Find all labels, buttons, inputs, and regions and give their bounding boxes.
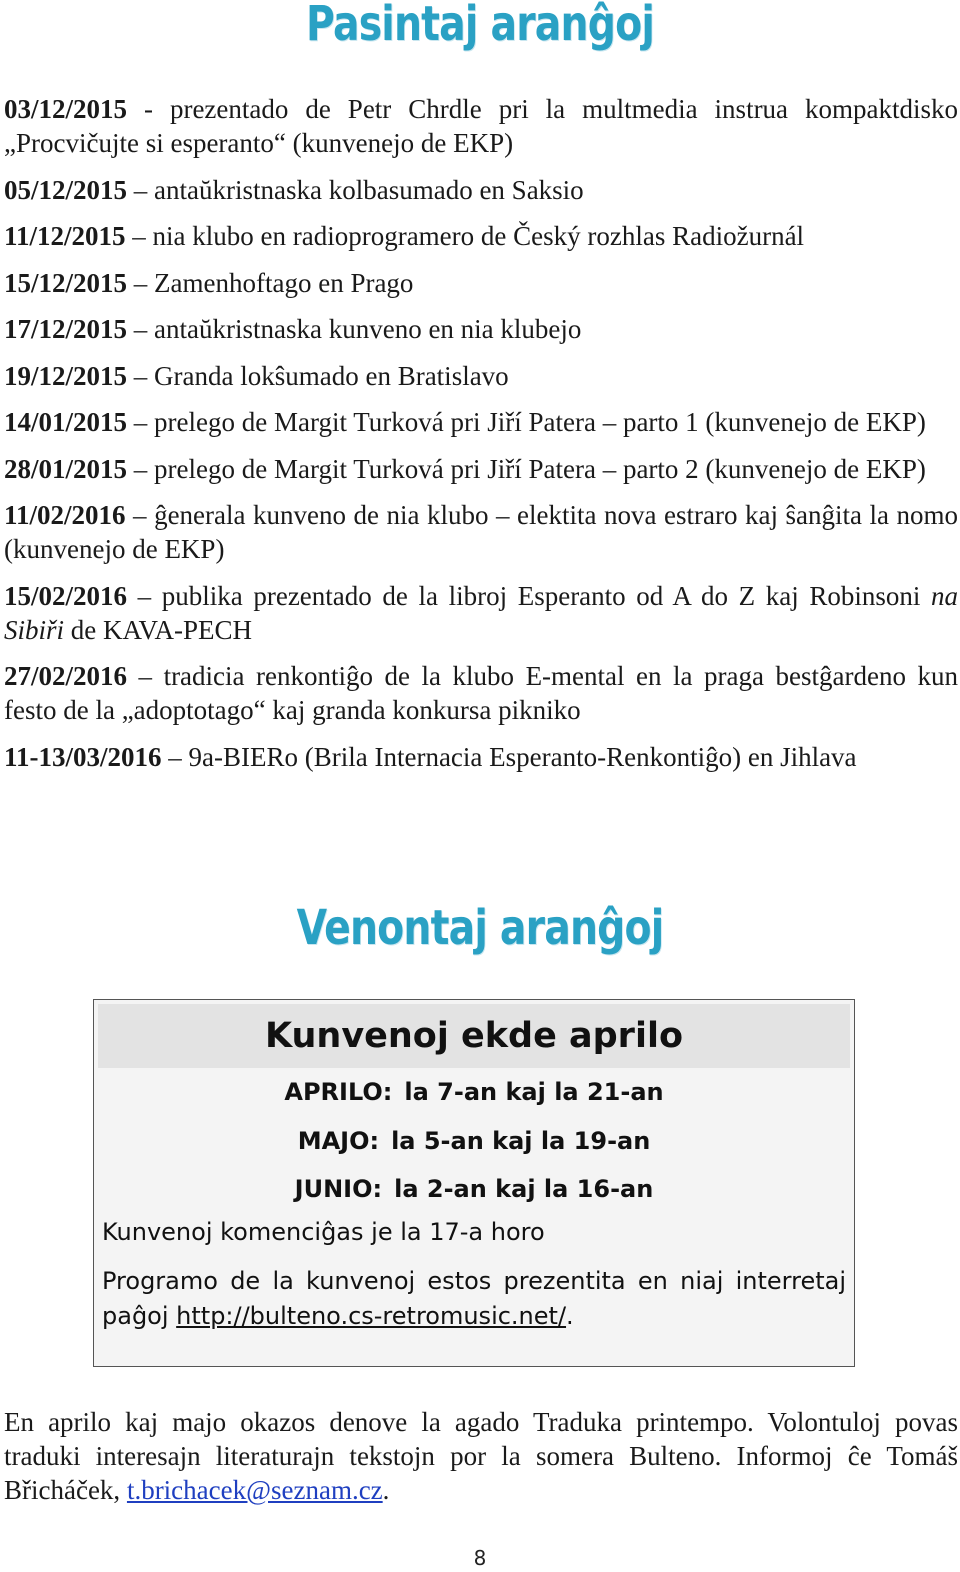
event-description: Granda lokŝumado en Bratislavo [154,360,509,391]
event-separator: – [161,741,189,772]
event-description: tradicia renkontiĝo de la klubo E-mental en la praga bestĝardeno kun festo de la „adoptotago“ kaj granda konkursa pikniko [4,661,959,725]
event-separator: – [127,580,162,611]
event-date: 17/12/2015 [4,314,128,344]
event-description: Zamenhoftago en Prago [154,267,414,298]
event-item [4,219,958,253]
event-separator: – [127,267,155,298]
month-label: JUNIO: [294,1175,383,1203]
event-item [4,498,958,566]
event-description: ĝenerala kunveno de nia klubo – elektita nova estraro kaj ŝanĝita la nomo (kunvenejo de EKP) [4,500,959,564]
event-item [4,173,958,207]
event-description: antaŭkristnaska kolbasumado en Saksio [154,174,584,205]
event-item [4,659,958,727]
event-item [4,266,958,300]
event-separator: – [125,221,153,251]
month-dates: la 5-an kaj la 19-an [391,1126,651,1155]
event-date: 15/12/2015 [4,267,128,298]
event-date: 28/01/2015 [4,453,128,484]
program-note [94,1264,854,1334]
future-events-heading: Venontaj aranĝoj [296,900,664,956]
event-separator: – [127,314,155,344]
email-link[interactable]: t.brichacek@seznam.cz [126,1475,383,1505]
past-events-list [4,92,958,786]
event-separator: - [127,94,170,124]
event-description: antaŭkristnaska kunveno en nia klubejo [154,314,582,344]
event-date: 11-13/03/2016 [4,741,162,772]
event-date: 14/01/2015 [4,407,128,437]
event-description: prezentado de Petr Chrdle pri la multmedia instrua kompaktdisko „Procvičujte si esperanto“ (kunvenejo de EKP) [4,94,959,158]
month-dates: la 2-an kaj la 16-an [394,1175,654,1203]
event-item [4,359,958,393]
program-end: . [566,1301,574,1330]
event-date: 11/12/2015 [4,221,126,251]
meetings-box [93,999,855,1367]
program-link[interactable]: http://bulteno.cs-retromusic.net/ [176,1301,567,1330]
event-description: publika prezentado de la libroj Esperanto od A do Z kaj Robinsoni [161,580,931,611]
event-separator: – [127,174,155,205]
event-item [4,452,958,486]
event-description: prelego de Margit Turková pri Jiří Patera – parto 1 (kunvenejo de EKP) [154,407,926,437]
translation-end: . [382,1475,390,1505]
event-description: prelego de Margit Turková pri Jiří Patera – parto 2 (kunvenejo de EKP) [154,453,926,484]
past-events-heading: Pasintaj aranĝoj [305,0,654,52]
event-description-end: de KAVA-PECH [64,614,253,645]
event-description: nia klubo en radioprogramero de Český rozhlas Radiožurnál [152,221,805,251]
meeting-month-row [94,1117,854,1166]
event-date: 15/02/2016 [4,580,128,611]
event-item [4,405,958,439]
meeting-start-note: Kunvenoj komenciĝas je la 17-a horo [102,1217,545,1246]
meeting-month-row [94,1165,854,1214]
event-date: 27/02/2016 [4,661,128,691]
event-date: 11/02/2016 [4,500,126,530]
event-date: 19/12/2015 [4,360,128,391]
event-separator: – [127,360,155,391]
event-date: 03/12/2015 [4,94,128,124]
event-item [4,92,958,160]
event-separator: – [127,407,155,437]
event-item [4,740,958,774]
month-dates: la 7-an kaj la 21-an [404,1078,664,1106]
program-text: Programo de la kunvenoj estos prezentita en niaj interretaj paĝoj [102,1266,846,1330]
event-item [4,579,958,647]
meeting-month-row [94,1068,854,1117]
event-date: 05/12/2015 [4,174,128,205]
meetings-box-title: Kunvenoj ekde aprilo [98,1004,850,1068]
event-separator: – [125,500,155,530]
event-description: 9a-BIERo (Brila Internacia Esperanto-Renkontiĝo) en Jihlava [188,741,857,772]
event-separator: – [127,661,164,691]
page-number: 8 [473,1546,487,1570]
translation-paragraph [4,1405,958,1507]
month-label: MAJO: [297,1126,380,1155]
translation-text: En aprilo kaj majo okazos denove la agado Traduka printempo. Volontuloj povas traduki interesajn literaturajn tekstojn por la somera Bulteno. Informoj ĉe Tomáš Břicháček, [4,1407,958,1505]
month-label: APRILO: [284,1078,393,1106]
event-separator: – [127,453,155,484]
event-description-italic: na Sibiři [4,580,958,645]
event-item [4,312,958,346]
